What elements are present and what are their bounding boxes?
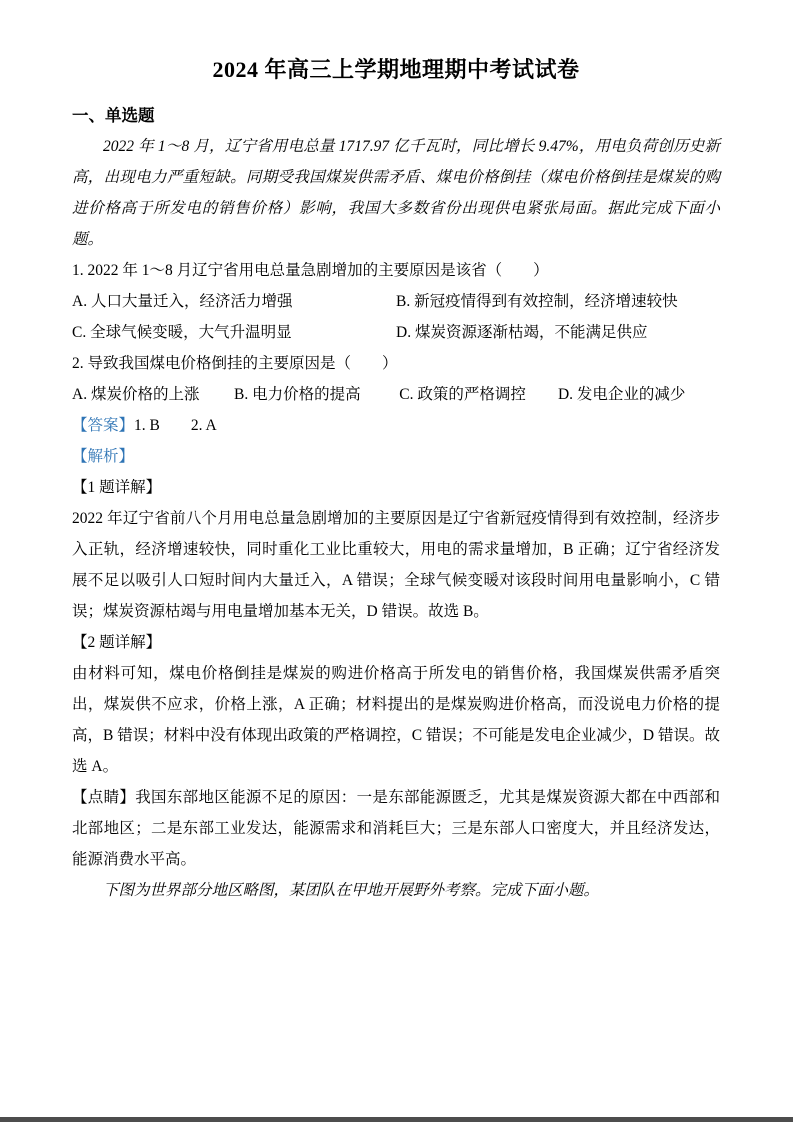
question-1-options (72, 286, 720, 348)
question-1-option-a: A. 人口大量迁入，经济活力增强 (72, 293, 293, 310)
material-intro-paragraph: 2022 年 1～8 月，辽宁省用电总量 1717.97 亿千瓦时，同比增长 9.47%，用电负荷创历史新高，出现电力严重短缺。同期受我国煤炭供需矛盾、煤电价格倒挂（煤电价格倒挂是煤炭的购进价格高于所发电的销售价格）影响，我国大多数省份出现供电紧张局面。据此完成下面小题。 (72, 138, 720, 248)
detail-1-text: 2022 年辽宁省前八个月用电总量急剧增加的主要原因是辽宁省新冠疫情得到有效控制，经济步入正轨，经济增速较快，同时重化工业比重较大，用电的需求量增加，B 正确；辽宁省经济发展不足以吸引人口短时间内大量迁入，A 错误；全球气候变暖对该段时间用电量影响小，C 错误；煤炭资源枯竭与用电量增加基本无关，D 错误。故选 B。 (72, 510, 720, 620)
question-2-option-b: B. 电力价格的提高 (234, 386, 361, 403)
detail-2-text: 由材料可知，煤电价格倒挂是煤炭的购进价格高于所发电的销售价格，我国煤炭供需矛盾突出，煤炭供不应求，价格上涨，A 正确；材料提出的是煤炭购进价格高，而没说电力价格的提高，B 错误；材料中没有体现出政策的严格调控，C 错误；不可能是发电企业减少，D 错误。故选 A。 (72, 665, 720, 775)
question-2-option-d: D. 发电企业的减少 (557, 386, 686, 403)
tip-paragraph (72, 782, 720, 875)
question-1-option-c: C. 全球气候变暖，大气升温明显 (72, 324, 292, 341)
material-followup-paragraph: 下图为世界部分地区略图，某团队在甲地开展野外考察。完成下面小题。 (103, 882, 600, 899)
question-2-option-a: A. 煤炭价格的上涨 (72, 386, 200, 403)
question-1-stem: 1. 2022 年 1～8 月辽宁省用电总量急剧增加的主要原因是该省（ ） (72, 262, 549, 279)
page-bottom-edge (0, 1117, 793, 1122)
answer-line (72, 410, 720, 441)
question-2-options (72, 379, 720, 410)
section-heading-single-choice: 一、单选题 (72, 107, 155, 125)
page-title: 2024 年高三上学期地理期中考试试卷 (212, 57, 580, 82)
answer-value: 1. B 2. A (134, 417, 217, 434)
tip-text: 我国东部地区能源不足的原因：一是东部能源匮乏，尤其是煤炭资源大都在中西部和北部地区；二是东部工业发达，能源需求和消耗巨大；三是东部人口密度大，并且经济发达，能源消费水平高。 (72, 789, 720, 868)
question-1-option-d: D. 煤炭资源逐渐枯竭，不能满足供应 (396, 324, 648, 341)
answer-label: 【答案】 (72, 417, 135, 434)
question-2-stem: 2. 导致我国煤电价格倒挂的主要原因是（ ） (72, 355, 398, 372)
question-1-option-b: B. 新冠疫情得到有效控制，经济增速较快 (396, 293, 678, 310)
detail-2-heading: 【2 题详解】 (72, 634, 162, 651)
detail-1-heading: 【1 题详解】 (72, 479, 162, 496)
tip-label: 【点睛】 (72, 789, 136, 806)
analysis-line (72, 441, 720, 472)
question-2-option-c: C. 政策的严格调控 (399, 386, 526, 403)
analysis-label: 【解析】 (72, 448, 135, 465)
